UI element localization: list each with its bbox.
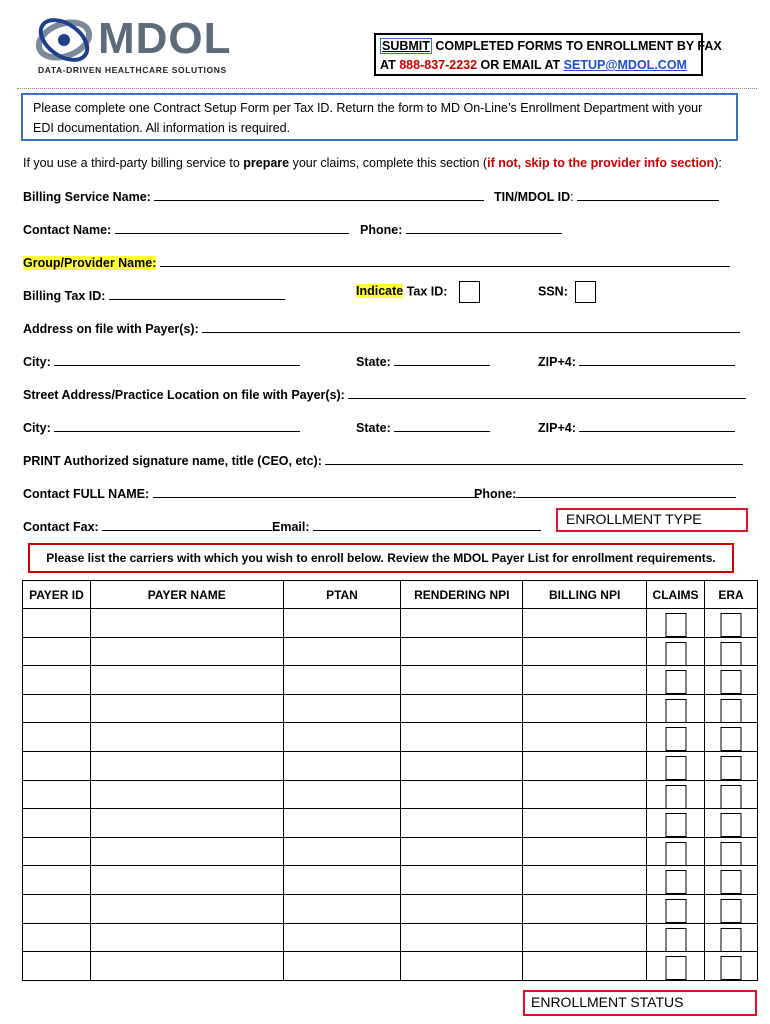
- payer-id-cell[interactable]: [23, 866, 91, 895]
- payer-name-cell[interactable]: [90, 751, 283, 780]
- era-cell: [705, 751, 758, 780]
- claims-checkbox[interactable]: [665, 727, 686, 751]
- third-party-pre: If you use a third-party billing service to: [23, 156, 244, 170]
- claims-checkbox[interactable]: [665, 642, 686, 666]
- carriers-note-text: Please list the carriers with which you wish to enroll below. Review the MDOL Payer List for enrollment requirements.: [46, 551, 716, 565]
- ptan-cell[interactable]: [283, 923, 401, 952]
- era-checkbox[interactable]: [721, 956, 742, 980]
- rendering-npi-cell[interactable]: [401, 751, 523, 780]
- ptan-cell[interactable]: [283, 837, 401, 866]
- table-row: [23, 694, 758, 723]
- table-row: [23, 894, 758, 923]
- city-label: City:: [23, 355, 51, 369]
- zip4-label: ZIP+4:: [538, 355, 576, 369]
- ptan-cell[interactable]: [283, 894, 401, 923]
- era-cell: [705, 723, 758, 752]
- claims-checkbox[interactable]: [665, 813, 686, 837]
- table-row: [23, 837, 758, 866]
- claims-cell: [647, 923, 705, 952]
- third-party-bold: prepare: [243, 156, 290, 170]
- claims-cell: [647, 637, 705, 666]
- era-checkbox[interactable]: [721, 928, 742, 952]
- header-payer-name: PAYER NAME: [90, 581, 283, 609]
- payer-id-cell[interactable]: [23, 609, 91, 638]
- carriers-note-box: [28, 543, 734, 573]
- enrollment-status-box[interactable]: [523, 990, 757, 1016]
- payer-name-cell[interactable]: [90, 866, 283, 895]
- payer-name-cell[interactable]: [90, 694, 283, 723]
- claims-checkbox[interactable]: [665, 842, 686, 866]
- payer-id-cell[interactable]: [23, 751, 91, 780]
- email-field[interactable]: [313, 518, 541, 531]
- state-label-2: State:: [356, 421, 391, 435]
- phone-field-2[interactable]: [516, 485, 736, 498]
- rendering-npi-cell[interactable]: [401, 666, 523, 695]
- payer-id-cell[interactable]: [23, 809, 91, 838]
- era-checkbox[interactable]: [721, 785, 742, 809]
- group-provider-name-field[interactable]: [160, 254, 730, 267]
- contact-full-name-field[interactable]: [153, 485, 479, 498]
- billing-npi-cell[interactable]: [523, 723, 647, 752]
- or-email-text: OR EMAIL AT: [477, 58, 564, 72]
- instructions-text: Please complete one Contract Setup Form per Tax ID. Return the form to MD On-Line’s Enrollment Department with your EDI documentation. All information is required.: [33, 101, 703, 135]
- rendering-npi-cell[interactable]: [401, 609, 523, 638]
- table-row: [23, 637, 758, 666]
- third-party-post: ):: [714, 156, 722, 170]
- ptan-cell[interactable]: [283, 666, 401, 695]
- contact-name-field[interactable]: [115, 221, 349, 234]
- tin-mdol-id-field[interactable]: [577, 188, 719, 201]
- city-field-2[interactable]: [54, 419, 300, 432]
- skip-note: if not, skip to the provider info section: [487, 156, 715, 170]
- ptan-cell[interactable]: [283, 952, 401, 981]
- payer-name-cell[interactable]: [90, 894, 283, 923]
- era-cell: [705, 894, 758, 923]
- billing-npi-cell[interactable]: [523, 923, 647, 952]
- state-field[interactable]: [394, 353, 490, 366]
- address-on-file-label: Address on file with Payer(s):: [23, 322, 199, 336]
- state-field-2[interactable]: [394, 419, 490, 432]
- contact-name-label: Contact Name:: [23, 223, 112, 237]
- table-row: [23, 866, 758, 895]
- payer-table: [22, 580, 758, 981]
- claims-checkbox[interactable]: [665, 699, 686, 723]
- era-checkbox[interactable]: [721, 670, 742, 694]
- submit-word: SUBMIT: [382, 39, 430, 53]
- rendering-npi-cell[interactable]: [401, 780, 523, 809]
- payer-id-cell[interactable]: [23, 723, 91, 752]
- zip4-label-2: ZIP+4:: [538, 421, 576, 435]
- claims-checkbox[interactable]: [665, 785, 686, 809]
- ptan-cell[interactable]: [283, 723, 401, 752]
- contact-fax-field[interactable]: [102, 518, 272, 531]
- billing-tax-id-field[interactable]: [109, 287, 285, 300]
- claims-cell: [647, 809, 705, 838]
- third-party-mid: your claims, complete this section (: [289, 156, 488, 170]
- claims-cell: [647, 780, 705, 809]
- claims-cell: [647, 666, 705, 695]
- rendering-npi-cell[interactable]: [401, 866, 523, 895]
- table-row: [23, 666, 758, 695]
- table-header-row: [23, 581, 758, 609]
- claims-cell: [647, 866, 705, 895]
- payer-name-cell[interactable]: [90, 809, 283, 838]
- rendering-npi-cell[interactable]: [401, 694, 523, 723]
- street-address-label: Street Address/Practice Location on file with Payer(s):: [23, 388, 345, 402]
- ptan-cell[interactable]: [283, 609, 401, 638]
- era-cell: [705, 866, 758, 895]
- payer-id-cell[interactable]: [23, 923, 91, 952]
- era-cell: [705, 609, 758, 638]
- payer-table-body: [23, 609, 758, 981]
- ptan-cell[interactable]: [283, 780, 401, 809]
- billing-npi-cell[interactable]: [523, 694, 647, 723]
- billing-npi-cell[interactable]: [523, 609, 647, 638]
- enrollment-type-label: ENROLLMENT TYPE: [566, 511, 702, 527]
- rendering-npi-cell[interactable]: [401, 837, 523, 866]
- indicate-label: Indicate: [356, 284, 404, 299]
- era-checkbox[interactable]: [721, 870, 742, 894]
- payer-id-cell[interactable]: [23, 694, 91, 723]
- email-link[interactable]: SETUP@MDOL.COM: [563, 58, 687, 72]
- era-checkbox[interactable]: [721, 642, 742, 666]
- rendering-npi-cell[interactable]: [401, 894, 523, 923]
- ptan-cell[interactable]: [283, 751, 401, 780]
- payer-name-cell[interactable]: [90, 780, 283, 809]
- email-label: Email:: [272, 520, 310, 534]
- claims-cell: [647, 837, 705, 866]
- table-row: [23, 780, 758, 809]
- state-label: State:: [356, 355, 391, 369]
- payer-name-cell[interactable]: [90, 637, 283, 666]
- city-label-2: City:: [23, 421, 51, 435]
- claims-checkbox[interactable]: [665, 670, 686, 694]
- billing-npi-cell[interactable]: [523, 666, 647, 695]
- era-cell: [705, 837, 758, 866]
- ssn-checkbox[interactable]: [575, 281, 596, 303]
- era-checkbox[interactable]: [721, 899, 742, 923]
- rendering-npi-cell[interactable]: [401, 637, 523, 666]
- ptan-cell[interactable]: [283, 866, 401, 895]
- group-provider-name-label: Group/Provider Name:: [23, 256, 157, 270]
- header-ptan: PTAN: [283, 581, 401, 609]
- logo-tagline: DATA-DRIVEN HEALTHCARE SOLUTIONS: [38, 65, 227, 75]
- payer-name-cell[interactable]: [90, 952, 283, 981]
- era-cell: [705, 952, 758, 981]
- header-rendering-npi: RENDERING NPI: [401, 581, 523, 609]
- era-checkbox[interactable]: [721, 727, 742, 751]
- dotted-divider: [17, 88, 757, 89]
- logo-text: MDOL: [98, 14, 232, 63]
- print-signature-field[interactable]: [325, 452, 743, 465]
- street-address-field[interactable]: [348, 386, 746, 399]
- enrollment-type-box[interactable]: [556, 508, 748, 532]
- header-era: ERA: [705, 581, 758, 609]
- phone-field[interactable]: [406, 221, 562, 234]
- third-party-note: [23, 156, 722, 170]
- era-checkbox[interactable]: [721, 699, 742, 723]
- payer-name-cell[interactable]: [90, 837, 283, 866]
- instructions-box: [21, 93, 738, 141]
- ssn-label: SSN:: [538, 284, 568, 299]
- billing-npi-cell[interactable]: [523, 866, 647, 895]
- enrollment-status-label: ENROLLMENT STATUS: [531, 994, 684, 1010]
- billing-service-name-field[interactable]: [154, 188, 484, 201]
- era-checkbox[interactable]: [721, 613, 742, 637]
- payer-id-cell[interactable]: [23, 894, 91, 923]
- table-row: [23, 923, 758, 952]
- rendering-npi-cell[interactable]: [401, 723, 523, 752]
- billing-npi-cell[interactable]: [523, 952, 647, 981]
- phone-label-2: Phone:: [474, 487, 517, 501]
- claims-checkbox[interactable]: [665, 899, 686, 923]
- billing-service-name-label: Billing Service Name:: [23, 190, 151, 204]
- claims-cell: [647, 609, 705, 638]
- claims-cell: [647, 723, 705, 752]
- claims-cell: [647, 894, 705, 923]
- payer-name-cell[interactable]: [90, 666, 283, 695]
- billing-npi-cell[interactable]: [523, 637, 647, 666]
- ptan-cell[interactable]: [283, 809, 401, 838]
- claims-cell: [647, 952, 705, 981]
- billing-npi-cell[interactable]: [523, 894, 647, 923]
- era-cell: [705, 666, 758, 695]
- claims-checkbox[interactable]: [665, 928, 686, 952]
- claims-cell: [647, 751, 705, 780]
- payer-name-cell[interactable]: [90, 923, 283, 952]
- payer-id-cell[interactable]: [23, 837, 91, 866]
- payer-name-cell[interactable]: [90, 609, 283, 638]
- era-cell: [705, 694, 758, 723]
- tax-id-label: Tax ID:: [403, 284, 448, 299]
- table-row: [23, 723, 758, 752]
- era-cell: [705, 923, 758, 952]
- header-payer-id: PAYER ID: [23, 581, 91, 609]
- rendering-npi-cell[interactable]: [401, 809, 523, 838]
- payer-id-cell[interactable]: [23, 780, 91, 809]
- address-on-file-field[interactable]: [202, 320, 740, 333]
- zip4-field[interactable]: [579, 353, 735, 366]
- era-checkbox[interactable]: [721, 756, 742, 780]
- rendering-npi-cell[interactable]: [401, 923, 523, 952]
- table-row: [23, 751, 758, 780]
- ptan-cell[interactable]: [283, 694, 401, 723]
- contact-fax-label: Contact Fax:: [23, 520, 99, 534]
- era-cell: [705, 809, 758, 838]
- submit-line1: COMPLETED FORMS TO ENROLLMENT BY FAX: [431, 39, 722, 53]
- header-billing-npi: BILLING NPI: [523, 581, 647, 609]
- city-field[interactable]: [54, 353, 300, 366]
- era-checkbox[interactable]: [721, 842, 742, 866]
- tin-mdol-id-label: TIN/MDOL ID: [494, 190, 571, 204]
- at-text: AT: [380, 58, 400, 72]
- claims-checkbox[interactable]: [665, 756, 686, 780]
- billing-npi-cell[interactable]: [523, 780, 647, 809]
- phone-label: Phone:: [360, 223, 403, 237]
- print-signature-label: PRINT Authorized signature name, title (CEO, etc):: [23, 454, 322, 468]
- ptan-cell[interactable]: [283, 637, 401, 666]
- payer-id-cell[interactable]: [23, 666, 91, 695]
- header-claims: CLAIMS: [647, 581, 705, 609]
- era-checkbox[interactable]: [721, 813, 742, 837]
- billing-tax-id-label: Billing Tax ID:: [23, 289, 106, 303]
- payer-name-cell[interactable]: [90, 723, 283, 752]
- zip4-field-2[interactable]: [579, 419, 735, 432]
- mdol-logo: [36, 14, 266, 78]
- payer-id-cell[interactable]: [23, 637, 91, 666]
- billing-npi-cell[interactable]: [523, 809, 647, 838]
- contact-full-name-label: Contact FULL NAME:: [23, 487, 150, 501]
- table-row: [23, 809, 758, 838]
- claims-checkbox[interactable]: [665, 870, 686, 894]
- fax-number: 888-837-2232: [399, 58, 478, 72]
- tax-id-checkbox[interactable]: [459, 281, 480, 303]
- claims-checkbox[interactable]: [665, 956, 686, 980]
- tin-colon: :: [570, 190, 574, 204]
- payer-id-cell[interactable]: [23, 952, 91, 981]
- rendering-npi-cell[interactable]: [401, 952, 523, 981]
- table-row: [23, 609, 758, 638]
- submit-instructions-box: [374, 33, 722, 76]
- billing-npi-cell[interactable]: [523, 751, 647, 780]
- claims-checkbox[interactable]: [665, 613, 686, 637]
- table-row: [23, 952, 758, 981]
- claims-cell: [647, 694, 705, 723]
- billing-npi-cell[interactable]: [523, 837, 647, 866]
- era-cell: [705, 780, 758, 809]
- era-cell: [705, 637, 758, 666]
